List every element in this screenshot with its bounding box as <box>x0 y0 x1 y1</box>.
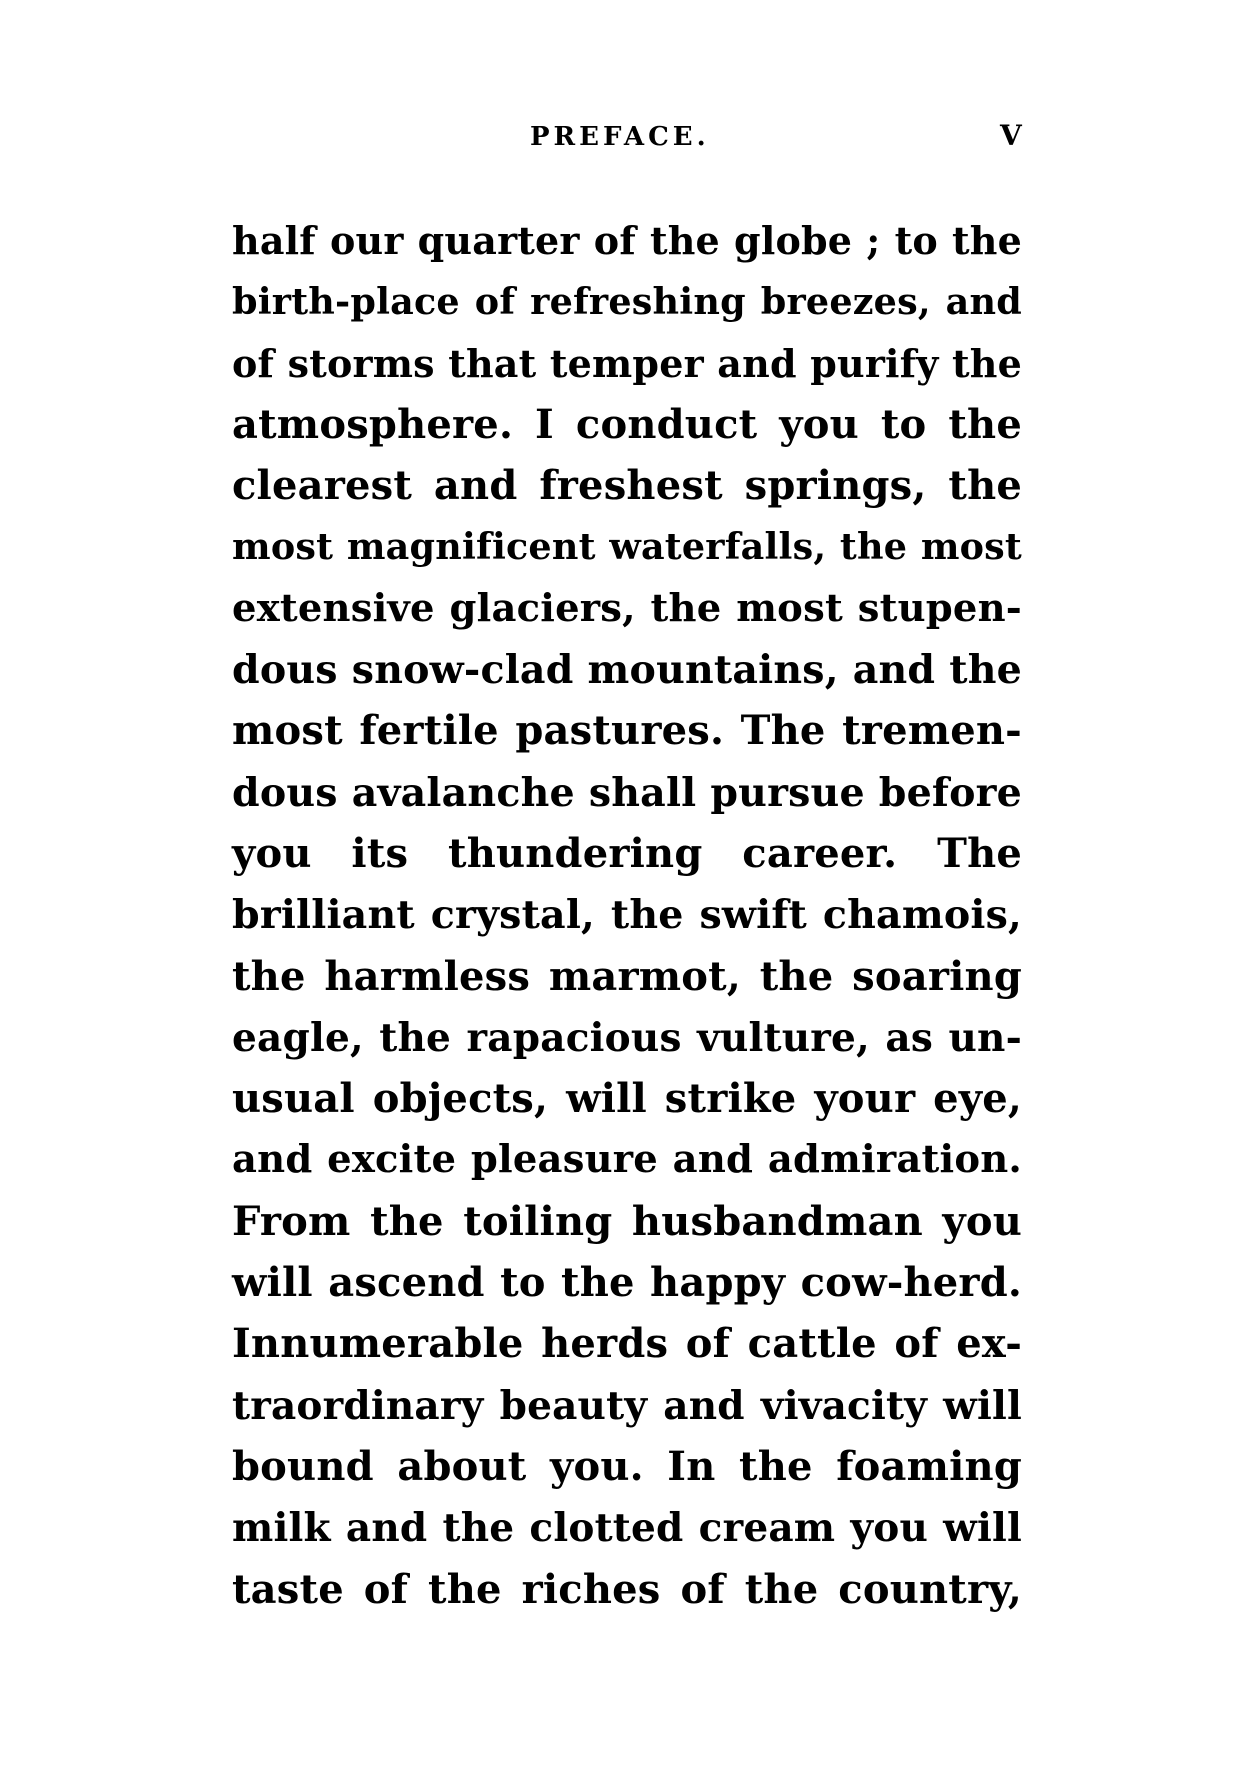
text-line: birth-place of refreshing breezes, and <box>232 280 1022 324</box>
text-line: clearest and freshest springs, the <box>232 462 1022 510</box>
text-line: Innumerable herds of cattle of ex- <box>232 1320 1022 1368</box>
text-line: bound about you. In the foaming <box>232 1442 1022 1490</box>
text-line: the harmless marmot, the soaring <box>232 952 1022 1000</box>
text-line: will ascend to the happy cow-herd. <box>232 1259 1022 1307</box>
page-number: V <box>1000 119 1022 152</box>
text-line: dous snow-clad mountains, and the <box>232 647 1022 694</box>
text-line: usual objects, will strike your eye, <box>232 1075 1022 1123</box>
text-line: dous avalanche shall pursue before <box>232 769 1022 816</box>
text-line: atmosphere. I conduct you to the <box>232 400 1022 448</box>
body-text <box>232 217 1022 1627</box>
text-line: traordinary beauty and vivacity will <box>232 1382 1022 1429</box>
text-line: taste of the riches of the country, <box>232 1565 1022 1613</box>
text-line: most fertile pastures. The tremen- <box>232 707 1022 755</box>
text-line: of storms that temper and purify the <box>232 340 1022 386</box>
text-line: brilliant crystal, the swift chamois, <box>232 892 1022 939</box>
text-line: extensive glaciers, the most stupen- <box>232 585 1022 631</box>
text-line: most magnificent waterfalls, the most <box>232 525 1022 569</box>
text-line: From the toiling husbandman you <box>232 1197 1022 1245</box>
running-head: PREFACE. <box>530 122 710 152</box>
text-line: eagle, the rapacious vulture, as un- <box>232 1014 1022 1061</box>
text-line: half our quarter of the globe ; to the <box>232 218 1022 263</box>
text-line: milk and the clotted cream you will <box>232 1505 1022 1552</box>
text-line: and excite pleasure and admiration. <box>232 1137 1022 1183</box>
text-line: you its thundering career. The <box>232 829 1022 877</box>
